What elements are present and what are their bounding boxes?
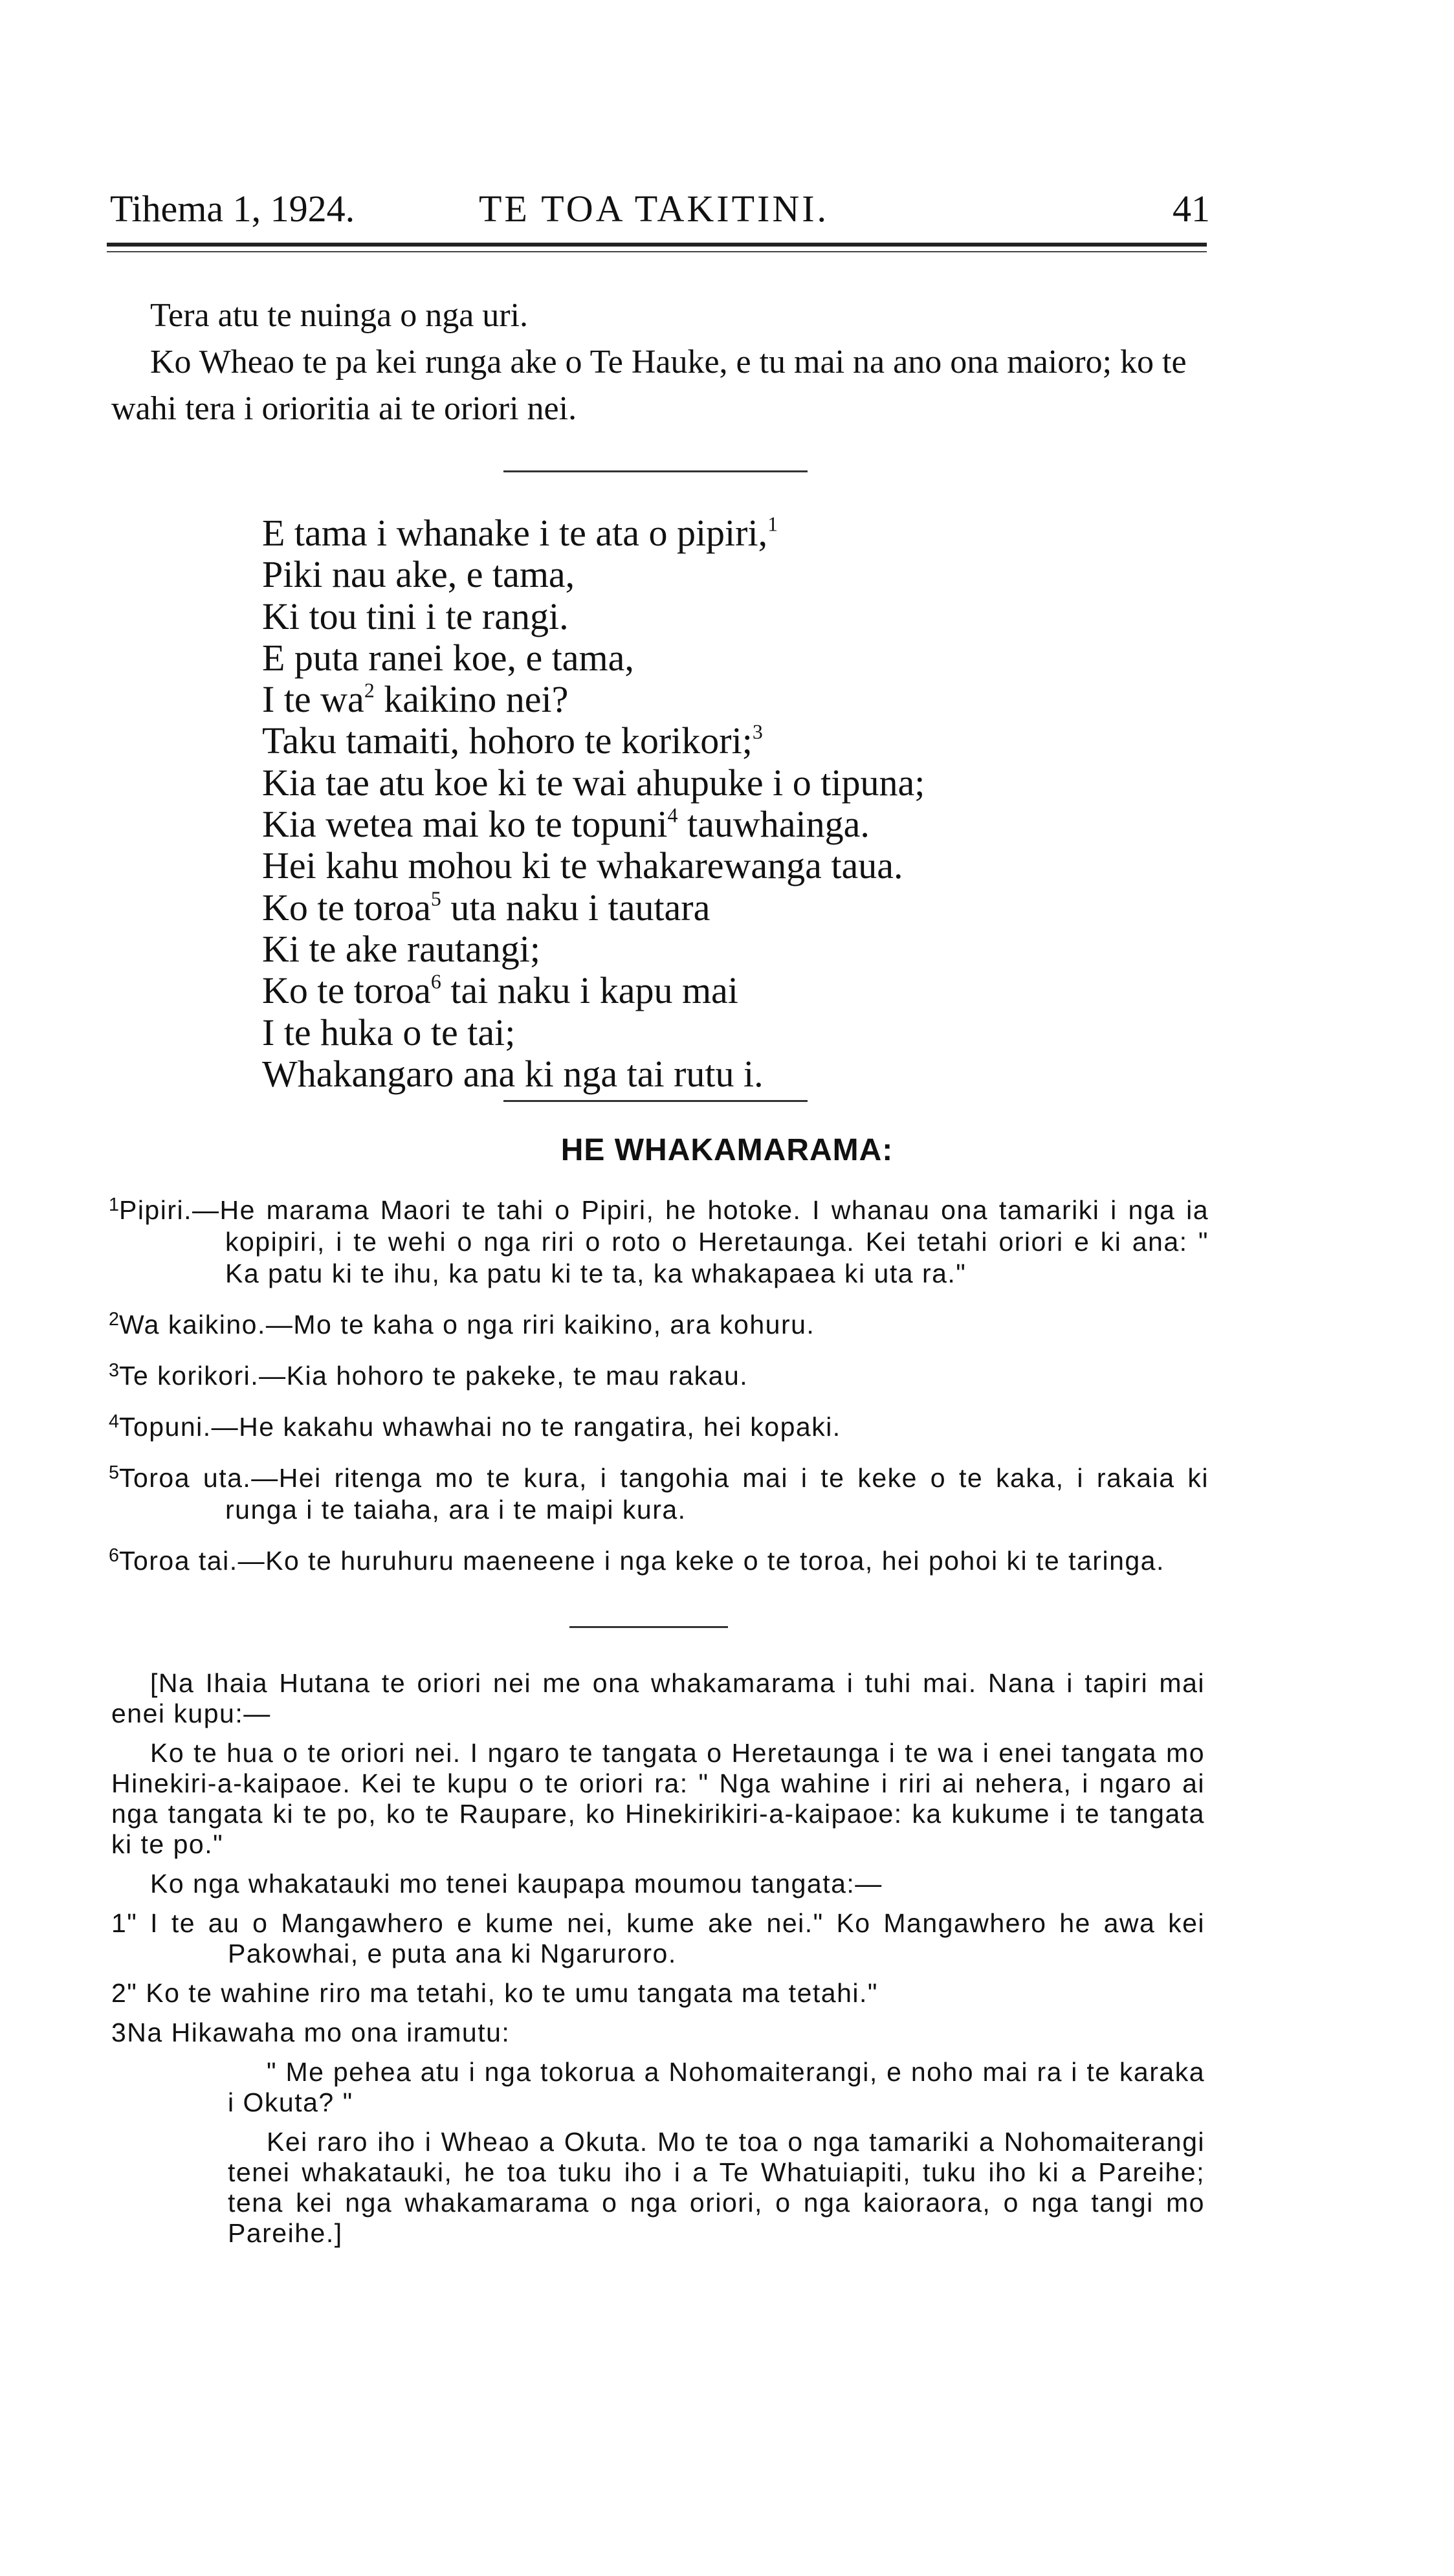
note-item: $^5$Toroa uta.—Hei ritenga mo te kura, i tangohia mai i te keke o te kaka, i rakaia ki runga i te taiaha, ara i te maipi kura. (109, 1462, 1209, 1525)
closing-paragraph: Ko nga whakatauki mo tenei kaupapa moumou tangata:— (150, 1869, 883, 1899)
poem-line: Whakangaro ana ki nga tai rutu i. (262, 1052, 764, 1095)
note-item: $^4$Topuni.—He kakahu whawhai no te rangatira, hei kopaki. (109, 1411, 841, 1442)
notes-heading: HE WHAKAMARAMA: (560, 1133, 894, 1167)
note-item: $^3$Te korikori.—Kia hohoro te pakeke, te mau rakau. (109, 1360, 749, 1391)
poem-line: Ki tou tini i te rangi. (262, 595, 569, 637)
section-divider (503, 1100, 808, 1102)
header-title: TE TOA TAKITINI. (479, 188, 830, 230)
proverb-item: 3Na Hikawaha mo ona iramutu: (111, 2018, 511, 2047)
poem-line: E tama i whanake i te ata o pipiri,$^1$ (262, 512, 778, 554)
closing-paragraph: Kei raro iho i Wheao a Okuta. Mo te toa o nga tamariki a Nohomaiterangi tenei whakatauki, he toa tuku iho i a Te Whatuiapiti, tuku iho ki a Pareihe; tena kei nga whakamarama o nga oriori, o nga kaioraora, o nga tangi mo Pareihe.] (228, 2127, 1205, 2248)
proverb-item: 1" I te au o Mangawhero e kume nei, kume ake nei." Ko Mangawhero he awa kei Pakowhai, e puta ana ki Ngaruroro. (111, 1908, 1205, 1968)
notes-list (109, 1189, 1209, 1591)
note-item: $^2$Wa kaikino.—Mo te kaha o nga riri kaikino, ara kohuru. (109, 1308, 815, 1339)
header-date: Tihema 1, 1924. (110, 188, 355, 230)
header-rule (107, 243, 1207, 247)
closing-paragraph: [Na Ihaia Hutana te oriori nei me ona whakamarama i tuhi mai. Nana i tapiri mai enei kupu:— (111, 1668, 1205, 1728)
proverb-quote: " Me pehea atu i nga tokorua a Nohomaiterangi, e noho mai ra i te karaka i Okuta? " (228, 2057, 1205, 2117)
note-item: $^6$Toroa tai.—Ko te huruhuru maeneene i nga keke o te toroa, hei pohoi ki te taringa. (109, 1545, 1165, 1576)
running-header (110, 185, 1210, 230)
poem-line: Kia tae atu koe ki te wai ahupuke i o tipuna; (262, 761, 925, 804)
intro-text (111, 292, 1205, 432)
page-number: 41 (1173, 188, 1210, 230)
poem-line: I te $wa^2$ kaikino nei? (262, 678, 569, 721)
poem-line: E puta ranei koe, e tama, (262, 636, 634, 679)
closing-commentary (111, 1668, 1205, 2258)
poem-line: Ko te toroa$^6$ tai naku i kapu mai (262, 969, 738, 1012)
poem-line: Ki te ake rautangi; (262, 927, 540, 970)
section-divider (503, 470, 808, 472)
poem-line: I te huka o te tai; (262, 1011, 516, 1053)
poem-line: Taku tamaiti, hohoro te korikori;$^3$ (262, 720, 763, 762)
intro-line-1: Tera atu te nuinga o nga uri. (150, 297, 529, 334)
poem-line: Kia wetea mai ko te topuni$^4$ tauwhainga. (262, 803, 870, 846)
header-rule-thin (107, 251, 1207, 252)
proverb-item: 2" Ko te wahine riro ma tetahi, ko te umu tangata ma tetahi." (111, 1978, 878, 2008)
poem-line: Piki nau ake, e tama, (262, 553, 575, 596)
poem-line: Ko te toroa$^5$ uta naku i tautara (262, 886, 710, 929)
poem (262, 512, 925, 1095)
note-item: $^1$Pipiri.—He marama Maori te tahi o Pipiri, he hotoke. I whanau ona tamariki i nga ia kopipiri, i te wehi o nga riri o roto o Heretaunga. Kei tetahi oriori e ki ana: " Ka patu ki te ihu, ka patu ki te ta, ka whakapaea ki uta ra." (109, 1194, 1209, 1288)
closing-paragraph: Ko te hua o te oriori nei. I ngaro te tangata o Heretaunga i te wa i enei tangata mo Hinekiri-a-kaipaoe. Kei te kupu o te oriori ra: " Nga wahine i riri ai nehera, i ngaro ai nga tangata ki te po, ko te Raupare, ko Hinekirikiri-a-kaipaoe: ka kukume i te tangata ki te po." (111, 1738, 1205, 1859)
section-divider (569, 1626, 728, 1628)
intro-paragraph: Ko Wheao te pa kei runga ake o Te Hauke, e tu mai na ano ona maioro; ko te wahi tera i orioritia ai te oriori nei. (111, 344, 1187, 427)
poem-line: Hei kahu mohou ki te whakarewanga taua. (262, 844, 903, 887)
